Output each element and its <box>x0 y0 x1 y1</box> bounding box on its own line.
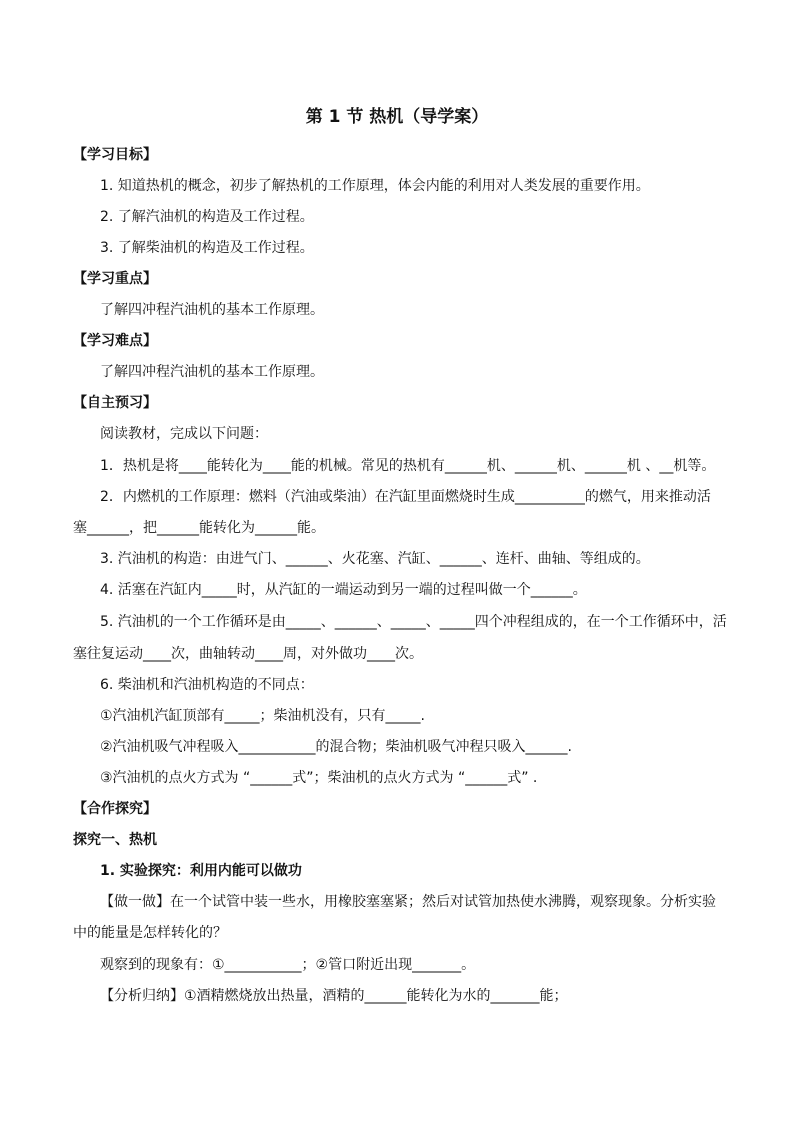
tryit-text-continued: 中的能量是怎样转化的？ <box>73 925 227 941</box>
page-title: 第 1 节 热机（导学案） <box>305 107 489 127</box>
section-heading-difficulty: 【学习难点】 <box>73 333 157 349</box>
explore-subheading: 探究一、热机 <box>73 832 157 848</box>
goal-item: 3. 了解柴油机的构造及工作过程。 <box>100 240 314 256</box>
preview-subquestion: ①汽油机汽缸顶部有_____；柴油机没有，只有_____. <box>100 708 425 724</box>
preview-question: 3. 汽油机的构造：由进气门、______、火花塞、汽缸、______、连杆、曲轴、等组成的。 <box>100 551 650 567</box>
goal-item: 1. 知道热机的概念，初步了解热机的工作原理，体会内能的利用对人类发展的重要作用。 <box>100 178 650 194</box>
section-heading-key: 【学习重点】 <box>73 271 157 287</box>
preview-subquestion: ③汽油机的点火方式为 “______式”；柴油机的点火方式为 “______式” . <box>100 770 538 786</box>
section-heading-preview: 【自主预习】 <box>73 395 157 411</box>
analysis-text: 【分析归纳】①酒精燃烧放出热量，酒精的______能转化为水的_______能； <box>100 988 568 1004</box>
tryit-text: 【做一做】在一个试管中装一些水，用橡胶塞塞紧；然后对试管加热使水沸腾，观察现象。分析实验 <box>100 894 716 910</box>
experiment-heading: 1. 实验探究：利用内能可以做功 <box>100 863 302 879</box>
preview-question: 6. 柴油机和汽油机构造的不同点： <box>100 677 314 693</box>
preview-question: 2．内燃机的工作原理：燃料（汽油或柴油）在汽缸里面燃烧时生成__________的燃气，用来推动活 <box>100 489 711 505</box>
goal-item: 2. 了解汽油机的构造及工作过程。 <box>100 209 314 225</box>
preview-question: 1．热机是将____能转化为____能的机械。常见的热机有______机、______机、______机 、__机等。 <box>100 458 716 474</box>
section-heading-goals: 【学习目标】 <box>73 147 157 163</box>
preview-question: 5. 汽油机的一个工作循环是由_____、______、_____、_____四个冲程组成的，在一个工作循环中，活 <box>100 614 727 630</box>
observation-text: 观察到的现象有：①___________；②管口附近出现_______。 <box>100 957 476 973</box>
preview-question-continued: 塞往复运动____次，曲轴转动____周，对外做功____次。 <box>73 646 423 662</box>
section-heading-explore: 【合作探究】 <box>73 801 157 817</box>
preview-intro: 阅读教材，完成以下问题： <box>100 426 268 442</box>
preview-question-continued: 塞______，把______能转化为______能。 <box>73 520 325 536</box>
preview-question: 4. 活塞在汽缸内_____时，从汽缸的一端运动到另一端的过程叫做一个______。 <box>100 582 587 598</box>
difficulty-text: 了解四冲程汽油机的基本工作原理。 <box>100 364 324 380</box>
key-point-text: 了解四冲程汽油机的基本工作原理。 <box>100 302 324 318</box>
preview-subquestion: ②汽油机吸气冲程吸入___________的混合物；柴油机吸气冲程只吸入______. <box>100 739 572 755</box>
